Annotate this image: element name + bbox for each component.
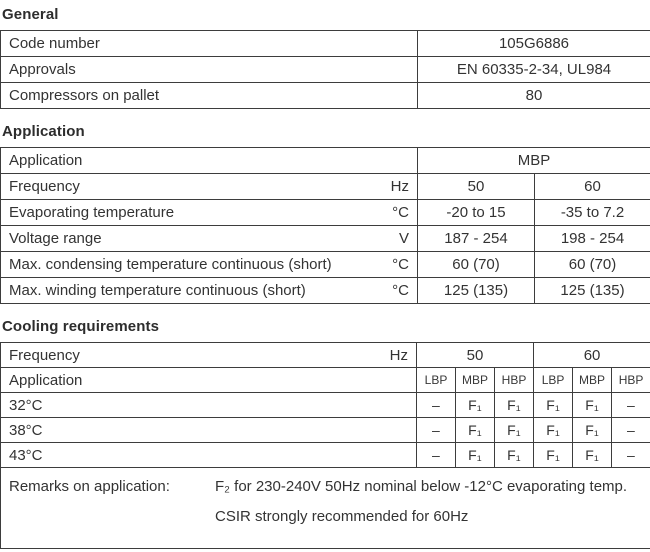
table-row (1, 148, 650, 174)
remark-line: F₂ for 230-240V 50Hz nominal below -12°C evaporating temp. (215, 478, 628, 495)
row-label: Evaporating temperature (9, 204, 175, 221)
fan-requirement-cell: – (417, 418, 456, 443)
row-label: Approvals (1, 57, 418, 83)
value-50hz: 50 (418, 174, 535, 200)
value-50hz: 60 (70) (418, 252, 535, 278)
row-label: Application (1, 148, 418, 174)
fan-requirement-cell: F₁ (495, 443, 534, 468)
application-table (0, 147, 650, 304)
row-value: EN 60335-2-34, UL984 (418, 57, 650, 83)
fan-requirement-cell: F₁ (534, 393, 573, 418)
row-label: Voltage range (9, 230, 102, 247)
table-row (1, 174, 650, 200)
value-50hz: -20 to 15 (418, 200, 535, 226)
col-header-lbp: LBP (417, 368, 456, 393)
row-unit: V (398, 230, 409, 247)
fan-requirement-cell: – (612, 393, 650, 418)
value-60hz: -35 to 7.2 (535, 200, 650, 226)
section-heading-application: Application (2, 123, 85, 140)
row-value: MBP (418, 148, 650, 174)
table-row (1, 31, 650, 57)
cooling-table (0, 342, 650, 549)
freq-50-header: 50 (417, 343, 534, 368)
remark-line: CSIR strongly recommended for 60Hz (215, 508, 469, 525)
fan-requirement-cell: F₁ (573, 443, 612, 468)
fan-requirement-cell: – (417, 443, 456, 468)
fan-requirement-cell: F₁ (573, 393, 612, 418)
fan-requirement-cell: F₁ (534, 443, 573, 468)
section-heading-general: General (2, 6, 59, 23)
table-row (1, 83, 650, 109)
row-label: Max. winding temperature continuous (short) (9, 282, 306, 299)
row-label: Code number (1, 31, 418, 57)
fan-requirement-cell: F₁ (495, 418, 534, 443)
table-row (1, 393, 650, 418)
row-unit: °C (392, 204, 409, 221)
table-row (1, 278, 650, 304)
row-label: Max. condensing temperature continuous (short) (9, 256, 332, 273)
table-row (1, 368, 650, 393)
value-60hz: 125 (135) (535, 278, 650, 304)
value-60hz: 60 (70) (535, 252, 650, 278)
fan-requirement-cell: F₁ (456, 393, 495, 418)
fan-requirement-cell: F₁ (573, 418, 612, 443)
fan-requirement-cell: F₁ (534, 418, 573, 443)
table-row (1, 252, 650, 278)
fan-requirement-cell: – (612, 418, 650, 443)
table-row (1, 418, 650, 443)
table-row (1, 468, 650, 549)
col-header-hbp: HBP (495, 368, 534, 393)
row-unit: Hz (390, 178, 409, 195)
col-header-lbp: LBP (534, 368, 573, 393)
col-header-mbp: MBP (456, 368, 495, 393)
fan-requirement-cell: – (612, 443, 650, 468)
table-row (1, 226, 650, 252)
row-label: Compressors on pallet (1, 83, 418, 109)
fan-requirement-cell: F₁ (456, 418, 495, 443)
freq-60-header: 60 (534, 343, 650, 368)
remarks-text (215, 474, 642, 534)
remarks-label: Remarks on application: (9, 478, 170, 495)
value-60hz: 198 - 254 (535, 226, 650, 252)
row-unit: Hz (389, 346, 408, 364)
table-row (1, 343, 650, 368)
section-heading-cooling: Cooling requirements (2, 318, 160, 335)
fan-requirement-cell: – (417, 393, 456, 418)
fan-requirement-cell: F₁ (456, 443, 495, 468)
row-label: Application (1, 368, 417, 393)
table-row (1, 57, 650, 83)
row-value: 105G6886 (418, 31, 650, 57)
row-value: 80 (418, 83, 650, 109)
row-unit: °C (392, 282, 409, 299)
value-50hz: 187 - 254 (418, 226, 535, 252)
col-header-hbp: HBP (612, 368, 650, 393)
row-unit: °C (392, 256, 409, 273)
col-header-mbp: MBP (573, 368, 612, 393)
row-label: 32°C (1, 393, 417, 418)
table-row (1, 200, 650, 226)
row-label: 43°C (1, 443, 417, 468)
row-label: Frequency (9, 178, 80, 195)
fan-requirement-cell: F₁ (495, 393, 534, 418)
general-table (0, 30, 650, 109)
remarks-block (9, 474, 642, 534)
value-50hz: 125 (135) (418, 278, 535, 304)
table-row (1, 443, 650, 468)
value-60hz: 60 (535, 174, 650, 200)
row-label: Frequency (9, 346, 80, 364)
row-label: 38°C (1, 418, 417, 443)
